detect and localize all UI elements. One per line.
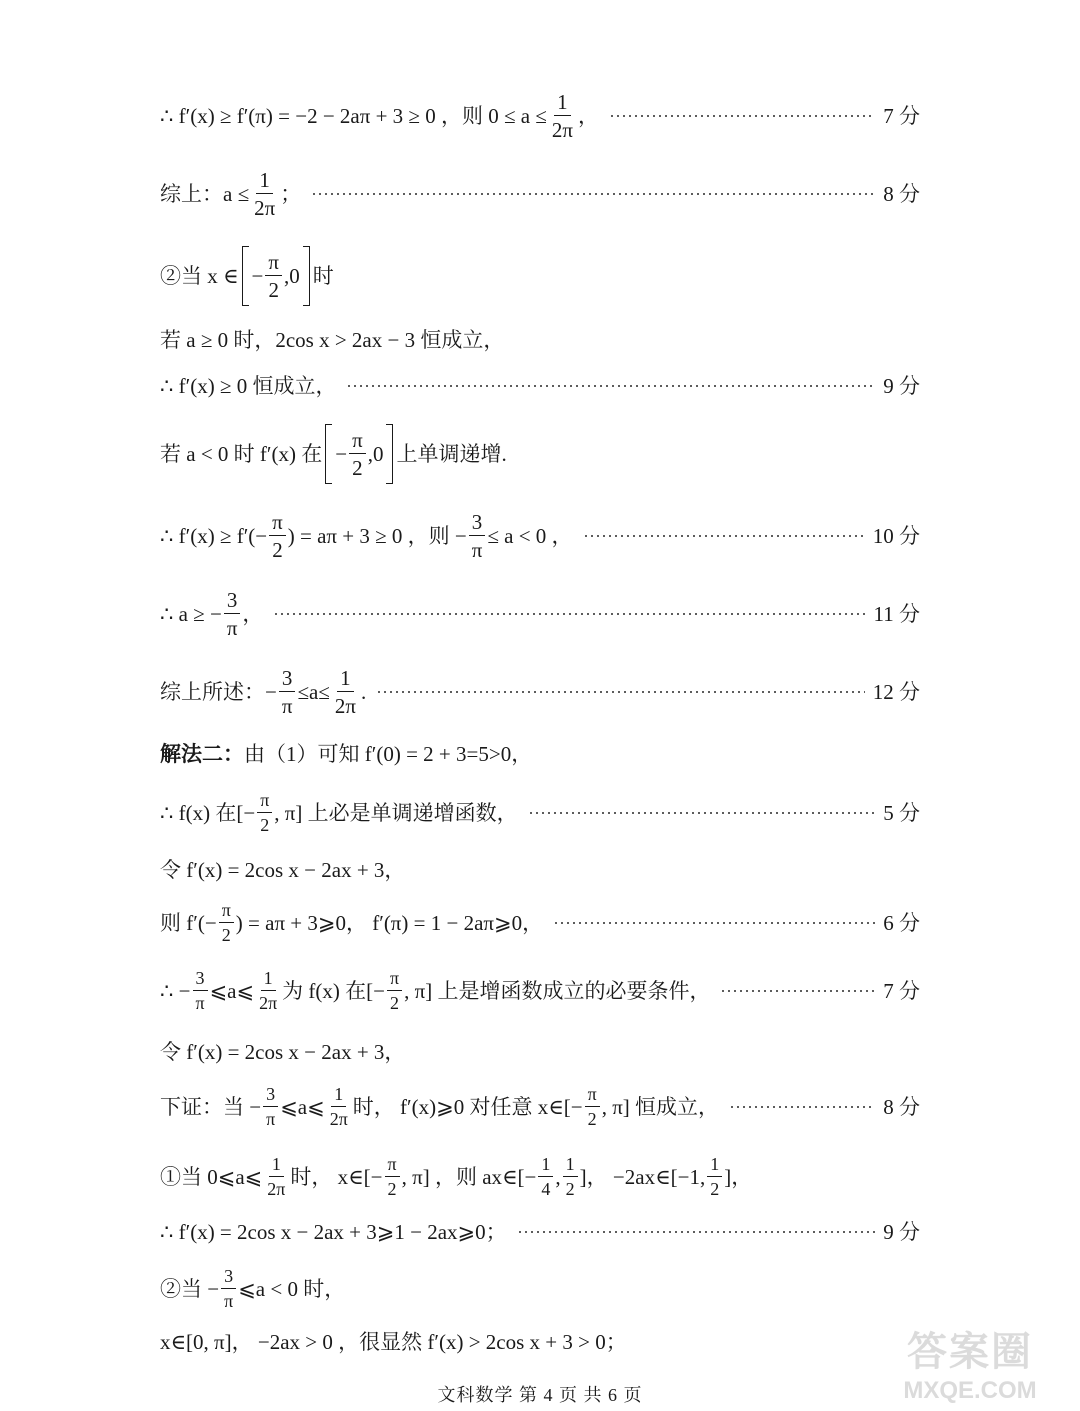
solution-line-1	[160, 88, 920, 144]
fraction-numerator: 1	[261, 969, 276, 991]
line-13-lead: 则 f′(−	[160, 910, 217, 935]
fraction-denominator: 2	[587, 1109, 597, 1129]
interval-end: ,0	[284, 263, 300, 288]
line-1-lead: ∴ f′(x) ≥ f′(π) = −2 − 2aπ + 3 ≥ 0 ，则 0 ≤ a ≤	[160, 103, 547, 128]
fraction-numerator: 1	[269, 1155, 284, 1177]
fraction-numerator: π	[257, 791, 272, 813]
fraction	[469, 511, 486, 561]
fraction	[221, 1267, 236, 1311]
fraction-numerator: π	[265, 251, 282, 276]
solution-line-8	[160, 586, 920, 642]
fraction	[349, 429, 366, 479]
dot-leader	[517, 1231, 876, 1233]
line-16-tail: , π] 恒成立，	[601, 1094, 720, 1119]
watermark-logo	[890, 1320, 1050, 1405]
fraction	[387, 969, 402, 1013]
solution-line-19	[160, 1264, 920, 1314]
fraction-denominator: 2π	[259, 993, 278, 1013]
right-bracket	[303, 246, 310, 306]
minus-sign: −	[251, 263, 264, 288]
fraction-denominator: π	[471, 538, 483, 562]
fraction-numerator: 3	[279, 667, 296, 692]
fraction-denominator: 2	[387, 1179, 397, 1199]
fraction	[263, 1085, 278, 1129]
fraction-denominator: 2π	[267, 1179, 286, 1199]
fraction	[332, 667, 359, 717]
minus-sign: −	[335, 441, 348, 466]
fraction-denominator: 2π	[254, 196, 276, 220]
fraction-numerator: 3	[221, 1267, 236, 1289]
line-8-lead: ∴ a ≥ −	[160, 601, 222, 626]
line-16-lead: 下证：当 −	[160, 1094, 262, 1119]
solution-line-7	[160, 508, 920, 564]
line-13-tail: ) = aπ + 3⩾0， f′(π) = 1 − 2aπ⩾0，	[235, 910, 544, 935]
line-17-mid: 时， x∈[−	[290, 1164, 383, 1189]
solution-line-10	[160, 742, 920, 766]
line-19-lead: ②当 −	[160, 1276, 220, 1301]
dot-leader	[720, 990, 875, 992]
dot-leader	[273, 613, 865, 615]
solution-line-11	[160, 788, 920, 838]
line-3-lead: ②当 x ∈	[160, 263, 239, 288]
fraction-denominator: 2π	[551, 118, 573, 142]
score-marker: 6 分	[883, 910, 920, 935]
fraction-numerator: 1	[707, 1155, 722, 1177]
line-7-tail: ≤ a < 0 ，	[487, 523, 573, 548]
fraction-numerator: 3	[263, 1085, 278, 1107]
interval-end: ,0	[367, 441, 384, 466]
right-bracket	[386, 424, 393, 484]
solution-line-5	[160, 374, 920, 398]
dot-leader	[583, 535, 865, 537]
fraction	[327, 1085, 351, 1129]
line-17-lead: ①当 0⩽a⩽	[160, 1164, 263, 1189]
dot-leader	[729, 1106, 875, 1108]
solution-line-18	[160, 1220, 920, 1244]
line-2-lead: 综上：a ≤	[160, 181, 250, 206]
line-17-mid4: ]， −2ax∈[−1,	[579, 1164, 706, 1189]
line-11-lead: ∴ f(x) 在[−	[160, 800, 256, 825]
line-4-text: 若 a ≥ 0 时，2cos x > 2ax − 3 恒成立，	[160, 327, 505, 352]
line-10-text: 由（1）可知 f′(0) = 2 + 3=5>0，	[244, 741, 533, 766]
left-bracket	[325, 424, 332, 484]
fraction-numerator: π	[219, 901, 234, 923]
fraction-numerator: π	[385, 1155, 400, 1177]
fraction-numerator: π	[349, 429, 366, 454]
solution-line-14	[160, 966, 920, 1016]
fraction-numerator: 3	[469, 511, 486, 536]
fraction-numerator: 1	[554, 91, 571, 116]
line-17-mid2: , π] ，则 ax∈[−	[401, 1164, 537, 1189]
fraction	[256, 969, 280, 1013]
fraction-denominator: 2	[268, 278, 279, 302]
watermark-cn: 答案圈	[907, 1330, 1033, 1374]
line-7-lead: ∴ f′(x) ≥ f′(−	[160, 523, 268, 548]
dot-leader	[376, 691, 865, 693]
score-marker: 5 分	[883, 800, 920, 825]
fraction-numerator: 3	[224, 589, 241, 614]
line-9-tail: .	[360, 679, 367, 704]
line-5-text: ∴ f′(x) ≥ 0 恒成立，	[160, 373, 337, 398]
line-14-mid: ⩽a⩽	[209, 978, 255, 1003]
dot-leader	[553, 922, 875, 924]
fraction-denominator: 2	[272, 538, 283, 562]
score-marker: 7 分	[883, 103, 920, 128]
score-marker: 9 分	[883, 373, 920, 398]
fraction-numerator: 1	[563, 1155, 578, 1177]
line-6-lead: 若 a < 0 时 f′(x) 在	[160, 441, 323, 466]
fraction	[264, 1155, 288, 1199]
solution-line-2	[160, 166, 920, 222]
method-two-heading: 解法二：	[160, 741, 244, 766]
line-6-tail: 上单调递增.	[396, 441, 507, 466]
fraction	[219, 901, 234, 945]
fraction	[279, 667, 296, 717]
dot-leader	[609, 115, 875, 117]
solution-line-20	[160, 1330, 920, 1354]
fraction-denominator: 2	[352, 456, 363, 480]
fraction	[563, 1155, 578, 1199]
fraction-denominator: 2π	[334, 694, 356, 718]
fraction	[257, 791, 272, 835]
line-12-text: 令 f′(x) = 2cos x − 2ax + 3，	[160, 857, 406, 882]
solution-line-12	[160, 858, 920, 882]
fraction-denominator: π	[226, 616, 238, 640]
solution-line-13	[160, 898, 920, 948]
line-9-mid: ≤a≤	[297, 679, 330, 704]
line-20-text: x∈[0, π]， −2ax > 0 ，很显然 f′(x) > 2cos x + 3 > 0；	[160, 1329, 627, 1354]
fraction	[251, 169, 278, 219]
score-marker: 10 分	[872, 523, 920, 548]
fraction-denominator: 2	[260, 815, 270, 835]
solution-line-17	[160, 1152, 920, 1202]
fraction-numerator: 1	[538, 1155, 553, 1177]
fraction-denominator: 2π	[329, 1109, 348, 1129]
line-11-tail: , π] 上必是单调递增函数，	[274, 800, 518, 825]
fraction	[265, 251, 282, 301]
fraction-denominator: 4	[541, 1179, 551, 1199]
line-17-tail: ]，	[724, 1164, 753, 1189]
fraction-numerator: π	[269, 511, 286, 536]
fraction-numerator: 1	[331, 1085, 346, 1107]
solution-line-6	[160, 423, 920, 485]
solution-line-3	[160, 245, 920, 307]
fraction-denominator: π	[195, 993, 205, 1013]
score-marker: 11 分	[873, 601, 920, 626]
fraction-denominator: 2	[390, 993, 400, 1013]
score-marker: 7 分	[883, 978, 920, 1003]
dot-leader	[528, 812, 876, 814]
line-8-tail: ，	[242, 601, 264, 626]
line-19-tail: ⩽a < 0 时，	[238, 1276, 346, 1301]
line-14-lead: ∴ −	[160, 978, 191, 1003]
fraction-denominator: π	[224, 1291, 234, 1311]
score-marker: 9 分	[883, 1219, 920, 1244]
line-18-text: ∴ f′(x) = 2cos x − 2ax + 3⩾1 − 2ax⩾0；	[160, 1219, 507, 1244]
line-9-lead: 综上所述：−	[160, 679, 277, 704]
line-15-text: 令 f′(x) = 2cos x − 2ax + 3，	[160, 1039, 406, 1064]
dot-leader	[346, 385, 875, 387]
fraction-denominator: 2	[221, 925, 231, 945]
fraction	[192, 969, 207, 1013]
line-2-tail: ；	[280, 181, 302, 206]
line-1-tail: ，	[577, 103, 599, 128]
left-bracket	[242, 246, 249, 306]
fraction	[585, 1085, 600, 1129]
score-marker: 12 分	[872, 679, 920, 704]
line-16-mid2: 时， f′(x)⩾0 对任意 x∈[−	[352, 1094, 583, 1119]
fraction	[549, 91, 576, 141]
score-marker: 8 分	[883, 1094, 920, 1119]
interval	[252, 251, 300, 301]
fraction-denominator: π	[281, 694, 293, 718]
fraction-numerator: π	[585, 1085, 600, 1107]
fraction	[224, 589, 241, 639]
fraction-denominator: 2	[710, 1179, 720, 1199]
fraction	[707, 1155, 722, 1199]
line-7-mid: ) = aπ + 3 ≥ 0 ，则 −	[287, 523, 467, 548]
solution-line-16	[160, 1082, 920, 1132]
fraction	[385, 1155, 400, 1199]
dot-leader	[311, 193, 875, 195]
line-14-mid2: 为 f(x) 在[−	[282, 978, 385, 1003]
fraction	[269, 511, 286, 561]
solution-line-4	[160, 328, 920, 352]
fraction-numerator: 1	[337, 667, 354, 692]
fraction-numerator: 3	[193, 969, 208, 991]
fraction-denominator: 2	[565, 1179, 575, 1199]
score-marker: 8 分	[883, 181, 920, 206]
line-3-tail: 时	[312, 263, 334, 288]
page-footer: 文科数学 第 4 页 共 6 页	[437, 1385, 643, 1405]
fraction-denominator: π	[266, 1109, 276, 1129]
line-14-tail: , π] 上是增函数成立的必要条件，	[404, 978, 711, 1003]
line-16-mid: ⩽a⩽	[280, 1094, 325, 1119]
watermark-en: MXQE.COM	[903, 1377, 1037, 1404]
fraction-numerator: 1	[256, 169, 273, 194]
solution-line-9	[160, 664, 920, 720]
line-17-mid3: ,	[555, 1164, 561, 1189]
interval	[335, 429, 383, 479]
fraction	[538, 1155, 553, 1199]
solution-line-15	[160, 1040, 920, 1064]
fraction-numerator: π	[387, 969, 402, 991]
